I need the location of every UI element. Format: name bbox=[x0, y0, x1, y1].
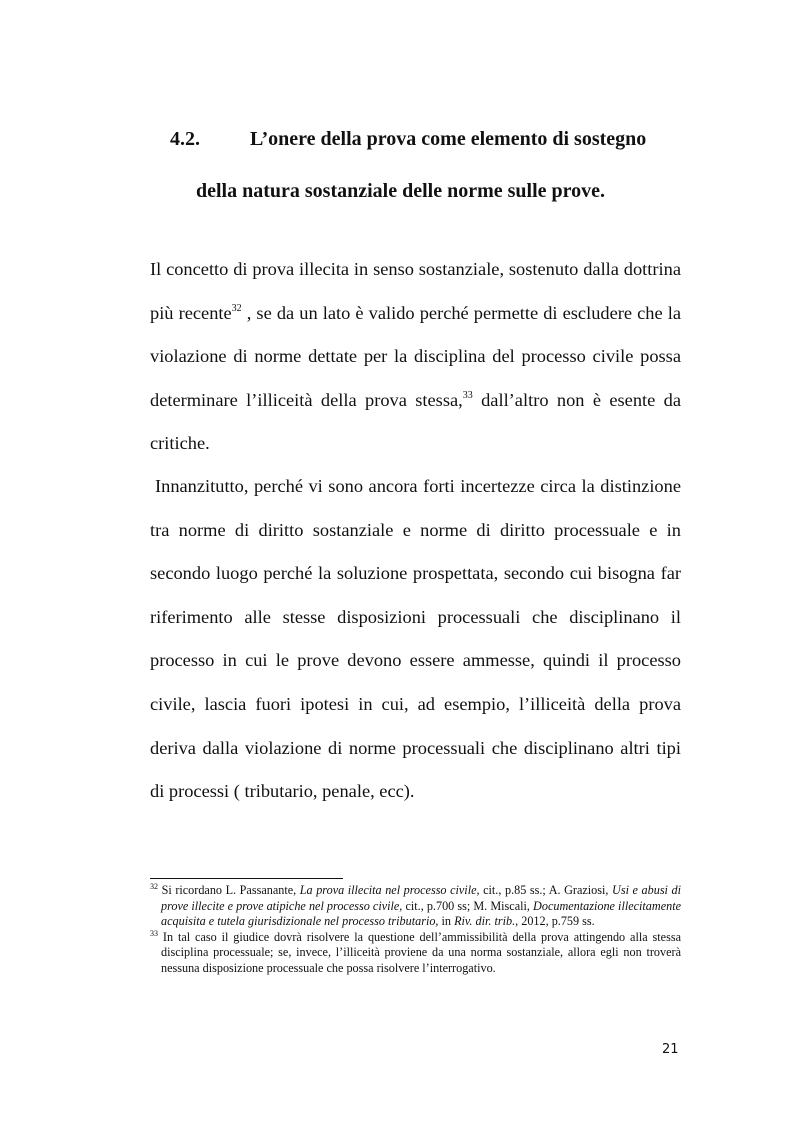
footnotes bbox=[150, 883, 681, 976]
section-title-line2: della natura sostanziale delle norme sulle prove. bbox=[196, 180, 606, 202]
footnote-33-text: In tal caso il giudice dovrà risolvere la questione dell’ammissibilità della prova attingendo alla stessa disciplina processuale; se, invece, l’illiceità proviene da una norma sostanziale, allora egli non troverà nessuna disposizione processuale che possa risolvere l’interrogativo. bbox=[158, 929, 681, 975]
section-heading bbox=[170, 113, 690, 217]
footnote-32-text: Si ricordano L. Passanante, bbox=[158, 883, 300, 897]
body-paragraph-2: Innanzitutto, perché vi sono ancora forti incertezze circa la distinzione tra norme di diritto sostanziale e norme di diritto processuale e in secondo luogo perché la soluzione prospettata, secondo cui bisogna far riferimento alle stesse disposizioni processuali che disciplinano il processo in cui le prove devono essere ammesse, quindi il processo civile, lascia fuori ipotesi in cui, ad esempio, l’illiceità della prova deriva dalla violazione di norme processuali che disciplinano altri tipi di processi ( tributario, penale, ecc). bbox=[150, 476, 681, 802]
footnote-32-text: cit., p.700 ss; M. Miscali, bbox=[402, 898, 534, 913]
section-number: 4.2. bbox=[170, 128, 200, 150]
footnote-32-title: La prova illecita nel processo civile, bbox=[299, 883, 480, 897]
footnote-ref-33[interactable]: 33 bbox=[462, 389, 473, 401]
footnote-32-text: in bbox=[438, 914, 455, 928]
footnote-32 bbox=[150, 883, 681, 930]
p1-text-b: , se da un lato è valido perché permette di escludere che la violazione di norme dettate per la disciplina del processo civile possa determinare l’illiceità della prova stessa, bbox=[150, 302, 681, 410]
footnote-33 bbox=[150, 930, 681, 977]
p1-text-a: Il concetto di prova illecita in senso sostanziale, sostenuto dalla dottrina più recente bbox=[150, 259, 681, 323]
footnote-ref-32[interactable]: 32 bbox=[231, 302, 242, 314]
footnote-32-number: 32 bbox=[150, 882, 158, 891]
footnote-33-number: 33 bbox=[150, 928, 158, 938]
p1-text-c: dall’altro non è esente da critiche. bbox=[150, 389, 681, 454]
footnote-32-text: cit., p.85 ss.; A. Graziosi, bbox=[479, 883, 613, 897]
section-title-line1: L’onere della prova come elemento di sostegno bbox=[250, 128, 647, 150]
footnote-32-text: , 2012, p.759 ss. bbox=[515, 914, 595, 928]
page-number: 21 bbox=[662, 1042, 679, 1057]
footnote-32-title: Documentazione illecitamente acquisita e tutela giurisdizionale nel processo tributario, bbox=[161, 898, 682, 928]
body-paragraph-1 bbox=[150, 248, 681, 466]
footnote-32-title: Riv. dir. trib. bbox=[454, 914, 516, 928]
footnote-32-title: Usi e abusi di prove illecite e prove atipiche nel processo civile, bbox=[161, 883, 682, 913]
footnote-separator bbox=[150, 878, 343, 879]
